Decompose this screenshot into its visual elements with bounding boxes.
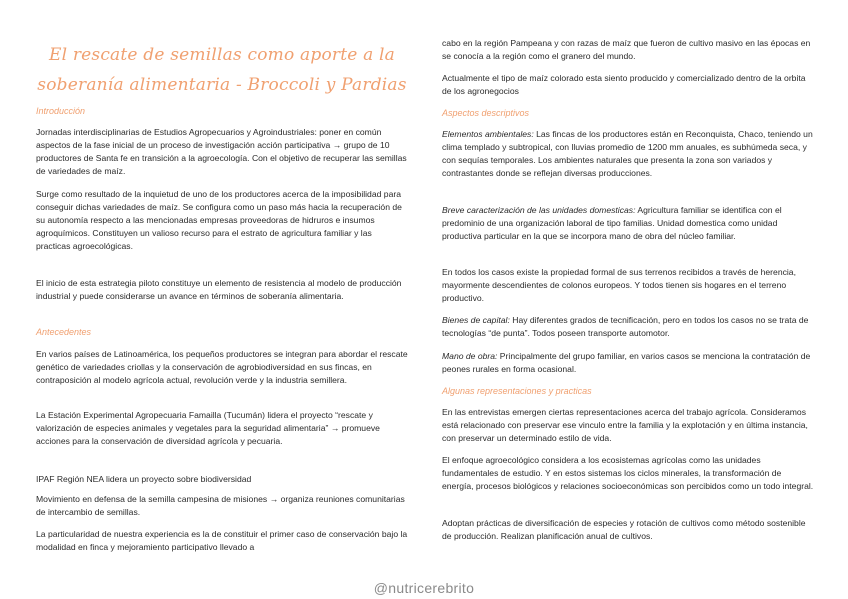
representaciones-paragraph-2: El enfoque agroecológico considera a los ecosistemas agrícolas como las unidades fundamentales de estudio. Y en estos sistemas los ciclos minerales, la transformación de energía, procesos biológicos y relaciones socioeconómicas son percibidos como un todo integral.	[442, 455, 814, 491]
heading-antecedentes: Antecedentes	[36, 327, 92, 337]
antecedentes-paragraph-3: IPAF Región NEA lidera un proyecto sobre biodiversidad	[36, 474, 252, 484]
elementos-ambientales-label: Elementos ambientales:	[442, 129, 534, 139]
unidades-domesticas-label: Breve caracterización de las unidades domesticas:	[442, 205, 636, 215]
heading-aspectos-descriptivos: Aspectos descriptivos	[442, 108, 530, 118]
mano-de-obra-text: Principalmente del grupo familiar, en varios casos se menciona la contratación de peones rurales en forma ocasional.	[442, 351, 811, 374]
heading-representaciones: Algunas representaciones y practicas	[442, 386, 592, 396]
bienes-de-capital-paragraph	[442, 314, 814, 340]
unidades-domesticas-paragraph	[442, 204, 814, 243]
antecedentes-paragraph-1: En varios países de Latinoamérica, los pequeños productores se integran para abordar el rescate genético de variedades criollas y la conservación de agrobiodiversidad en sus fincas, en contraposición al modelo agrícola actual, revolución verde y la industria semillera.	[36, 349, 408, 385]
representaciones-paragraph-1: En las entrevistas emergen ciertas representaciones acerca del trabajo agrícola. Consideramos está relacionado con preservar ese vinculo entre la familia y la explotación y en última instancia, con preservar un determinado estilo de vida.	[442, 407, 808, 443]
intro-paragraph-2: Surge como resultado de la inquietud de uno de los productores acerca de la imposibilidad para conseguir dichas variedades de maíz. Se configura como un paso más hacia la recuperación de su autonomía respecto a las mencionadas empresas proveedoras de hidruros e insumos agroquímicos. Constituyen un valioso recurso para el estrato de agricultura familiar y las practicas agroecológicas.	[36, 189, 402, 251]
continuation-paragraph-1: cabo en la región Pampeana y con razas de maíz que fueron de cultivo masivo en las épocas en se conocía a la región como el granero del mundo.	[442, 38, 811, 61]
elementos-ambientales-paragraph	[442, 128, 814, 180]
antecedentes-paragraph-4: Movimiento en defensa de la semilla campesina de misiones → organiza reuniones comunitarias de intercambio de semillas.	[36, 494, 405, 517]
bienes-de-capital-text: Hay diferentes grados de tecnificación, pero en todos los casos no se trata de tecnologías “de punta”. Todos poseen transporte automotor.	[442, 315, 809, 338]
propiedad-paragraph: En todos los casos existe la propiedad formal de sus terrenos recibidos a través de herencia, mayormente descendientes de colonos europeos. Y todos tienen sis hogares en el terreno productivo.	[442, 267, 796, 303]
heading-introduccion: Introducción	[36, 106, 86, 116]
bienes-de-capital-label: Bienes de capital:	[442, 315, 510, 325]
continuation-paragraph-2: Actualmente el tipo de maíz colorado esta siento producido y comercializado dentro de la orbita de los agronegocios	[442, 73, 806, 96]
antecedentes-paragraph-5: La particularidad de nuestra experiencia es la de constituir el primer caso de conservación bajo la modalidad en finca y mejoramiento participativo llevado a	[36, 529, 408, 552]
document-title: El rescate de semillas como aporte a la soberanía alimentaria - Broccoli y Pardias	[37, 45, 407, 95]
mano-de-obra-paragraph	[442, 350, 814, 376]
watermark: @nutricerebrito	[373, 580, 475, 596]
antecedentes-paragraph-2: La Estación Experimental Agropecuaria Famailla (Tucumán) lidera el proyecto “rescate y valorización de especies animales y vegetales para la seguridad alimentaria” → promueve acciones para la conservación de diversidad agrícola y pecuaria.	[36, 410, 380, 446]
intro-paragraph-3: El inicio de esta estrategia piloto constituye un elemento de resistencia al modelo de producción industrial y puede considerarse un avance en términos de soberanía alimentaria.	[36, 278, 402, 301]
representaciones-paragraph-3: Adoptan prácticas de diversificación de especies y rotación de cultivos como método sostenible de producción. Realizan planificación anual de cultivos.	[442, 518, 806, 541]
unidades-domesticas-text: Agricultura familiar se identifica con el predominio de una organización laboral de tipo familias. Unidad domestica como unidad productiva particular en la que se incorpora mano de obra del núcleo familiar.	[442, 205, 782, 241]
elementos-ambientales-text: Las fincas de los productores están en Reconquista, Chaco, teniendo un clima templado y subtropical, con lluvias promedio de 1200 mm anuales, es subhúmeda seca, y con sequías temporales. Los ambientes naturales que presenta la zona son variados y contrastantes donde se reflejan diversas producciones.	[442, 129, 813, 178]
mano-de-obra-label: Mano de obra:	[442, 351, 498, 361]
intro-paragraph-1: Jornadas interdisciplinarias de Estudios Agropecuarios y Agroindustriales: poner en común aspectos de la fase inicial de un proceso de investigación acción participativa → grupo de 10 productores de Santa fe en transición a la agroecología. Con el objetivo de recuperar las semillas de variedades de maíz.	[36, 127, 407, 176]
